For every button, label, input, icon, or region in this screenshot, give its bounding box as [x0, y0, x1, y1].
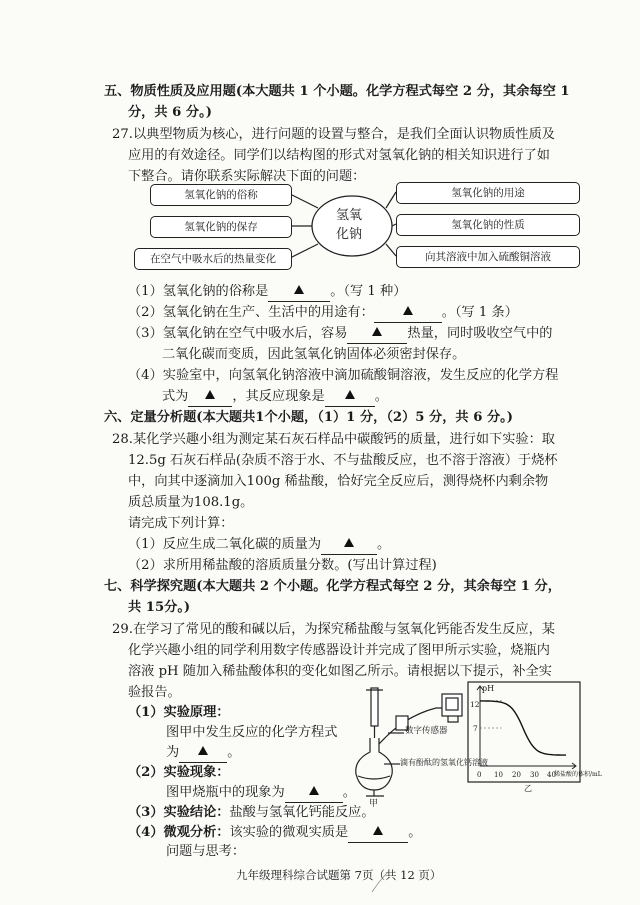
q27-sub3-cont: 二氧化碳而变质，因此氢氧化钠固体必须密封保存。: [162, 347, 466, 362]
q29-p2-title: （2）实验现象：: [128, 765, 230, 780]
figure-yi-caption: 乙: [524, 784, 532, 793]
q29-text: 验报告。: [128, 685, 181, 700]
section7-heading: 七、科学探究题(本大题共 2 个小题。化学方程式每空 2 分，其余每空 1 分，: [104, 579, 561, 594]
q27-sub2-text: 。（写 1 条）: [441, 305, 518, 320]
q29-text: 化学兴趣小组的同学利用数字传感器设计并完成了图甲所示实验，烧瓶内: [128, 643, 550, 658]
q27-sub3-text: 热量，同时吸收空气中的: [407, 326, 553, 341]
q29-text: 溶液 pH 随加入稀盐酸体积的变化如图乙所示。请根据以下提示，补全实: [128, 664, 552, 679]
q29-p1-text: 图甲中发生反应的化学方程式: [166, 725, 338, 740]
q29-p3-text: 盐酸与氢氧化钙能反应。: [229, 805, 375, 820]
q28-text: 12.5g 石灰石样品(杂质不溶于水、不与盐酸反应，也不溶于溶液）于烧杯: [128, 453, 558, 468]
q27-sub3-text: （3）氢氧化钠在空气中吸水后，容易: [128, 326, 348, 341]
q28-sub1-text: 。: [377, 537, 391, 552]
q29-p1-text: 。: [227, 745, 241, 760]
q27-sub4-text: 。: [374, 389, 388, 404]
figure-yi-ytick: 12: [470, 700, 480, 709]
figure-jia-solution-label: 滴有酚酞的氢氧化钙溶液: [400, 758, 488, 767]
q27-intro: 27.以典型物质为核心，进行问题的设置与整合，是我们全面认识物质性质及: [112, 127, 555, 142]
q29-p4-title: （4）微观分析：: [128, 825, 230, 840]
section5-heading-cont: 分，共 6 分。): [128, 105, 212, 120]
q27-sub2-text: （2）氢氧化钠在生产、生活中的用途有：: [128, 305, 374, 320]
q29-p2-text: 。: [342, 785, 356, 800]
q29-p1-title: （1）实验原理：: [128, 705, 230, 720]
figure-jia-caption: 甲: [369, 799, 379, 809]
q29-p5: 问题与思考：: [166, 844, 246, 859]
figure-jia-sensor-label: 数字传感器: [405, 726, 448, 736]
figure-yi-xtick: 0: [477, 771, 482, 779]
figure-yi-xtick: 40: [547, 771, 556, 779]
q28-text: 请完成下列计算：: [128, 516, 234, 531]
section7-heading-cont: 共 15分。): [128, 600, 191, 615]
section6-heading: 六、定量分析题(本大题共1个小题，（1）1 分，（2）5 分，共 6 分。): [104, 410, 513, 425]
q28-text: 质总质量为108.1g。: [128, 495, 254, 510]
figure-yi-ylabel: pH: [482, 684, 495, 693]
q29-p1-text: 为: [166, 745, 180, 760]
figure-yi-xtick: 10: [494, 771, 503, 779]
q27-sub4: （4）实验室中，向氢氧化钠溶液中滴加硫酸铜溶液，发生反应的化学方程: [128, 368, 559, 383]
q29-p4-text: 。: [408, 825, 422, 840]
page-footer: 九年级理科综合试题第 7页（共 12 页）: [236, 868, 442, 882]
q27-sub4-text: ，其反应现象是: [232, 389, 325, 404]
q29-text: 29.在学习了常见的酸和碱以后，为探究稀盐酸与氢氧化钙能否发生反应，某: [112, 622, 555, 637]
q27-intro: 应用的有效途径。同学们以结构图的形式对氢氧化钠的相关知识进行了如: [128, 148, 550, 163]
q27-box-left: 在空气中吸水后的热量变化: [134, 248, 292, 270]
q27-box-left: 氢氧化钠的保存: [150, 216, 292, 238]
figure-yi-ytick: 7: [473, 724, 478, 733]
q27-box-right: 向其溶液中加入硫酸铜溶液: [396, 246, 580, 268]
figure-yi-xlabel: 稀盐酸的体积/mL: [554, 771, 602, 778]
q29-p4-text: 该实验的微观实质是: [229, 825, 349, 840]
q27-box-right: 氢氧化钠的性质: [396, 214, 580, 236]
q28-text: 28.某化学兴趣小组为测定某石灰石样品中碳酸钙的质量，进行如下实验：取: [112, 432, 555, 447]
q27-box-right: 氢氧化钠的用途: [396, 182, 580, 204]
section5-heading: 五、物质性质及应用题(本大题共 1 个小题。化学方程式每空 2 分，其余每空 1: [104, 84, 570, 99]
q27-box-left: 氢氧化钠的俗称: [150, 184, 292, 206]
q29-p2-text: 图甲烧瓶中的现象为: [166, 785, 285, 800]
q27-center-text: 化钠: [336, 227, 363, 242]
q27-intro: 下整合。请你联系实际解决下面的问题：: [128, 169, 366, 184]
q28-sub2: （2）求所用稀盐酸的溶质质量分数。(写出计算过程): [128, 558, 437, 573]
q27-sub1-text: （1）氢氧化钠的俗称是: [128, 284, 269, 299]
q29-p3-title: （3）实验结论：: [128, 805, 230, 820]
q27-sub1-text: 。（写 1 种）: [330, 284, 407, 299]
figure-yi-xtick: 30: [530, 771, 539, 779]
q28-text: 中，向其中逐滴加入100g 稀盐酸，恰好完全反应后，测得烧杯内剩余物: [128, 474, 549, 489]
figure-yi-xtick: 20: [512, 771, 521, 779]
q27-center-text: 氢氧: [336, 208, 363, 223]
q27-sub4-text: 式为: [162, 389, 189, 404]
q28-sub1-text: （1）反应生成二氧化碳的质量为: [128, 537, 322, 552]
